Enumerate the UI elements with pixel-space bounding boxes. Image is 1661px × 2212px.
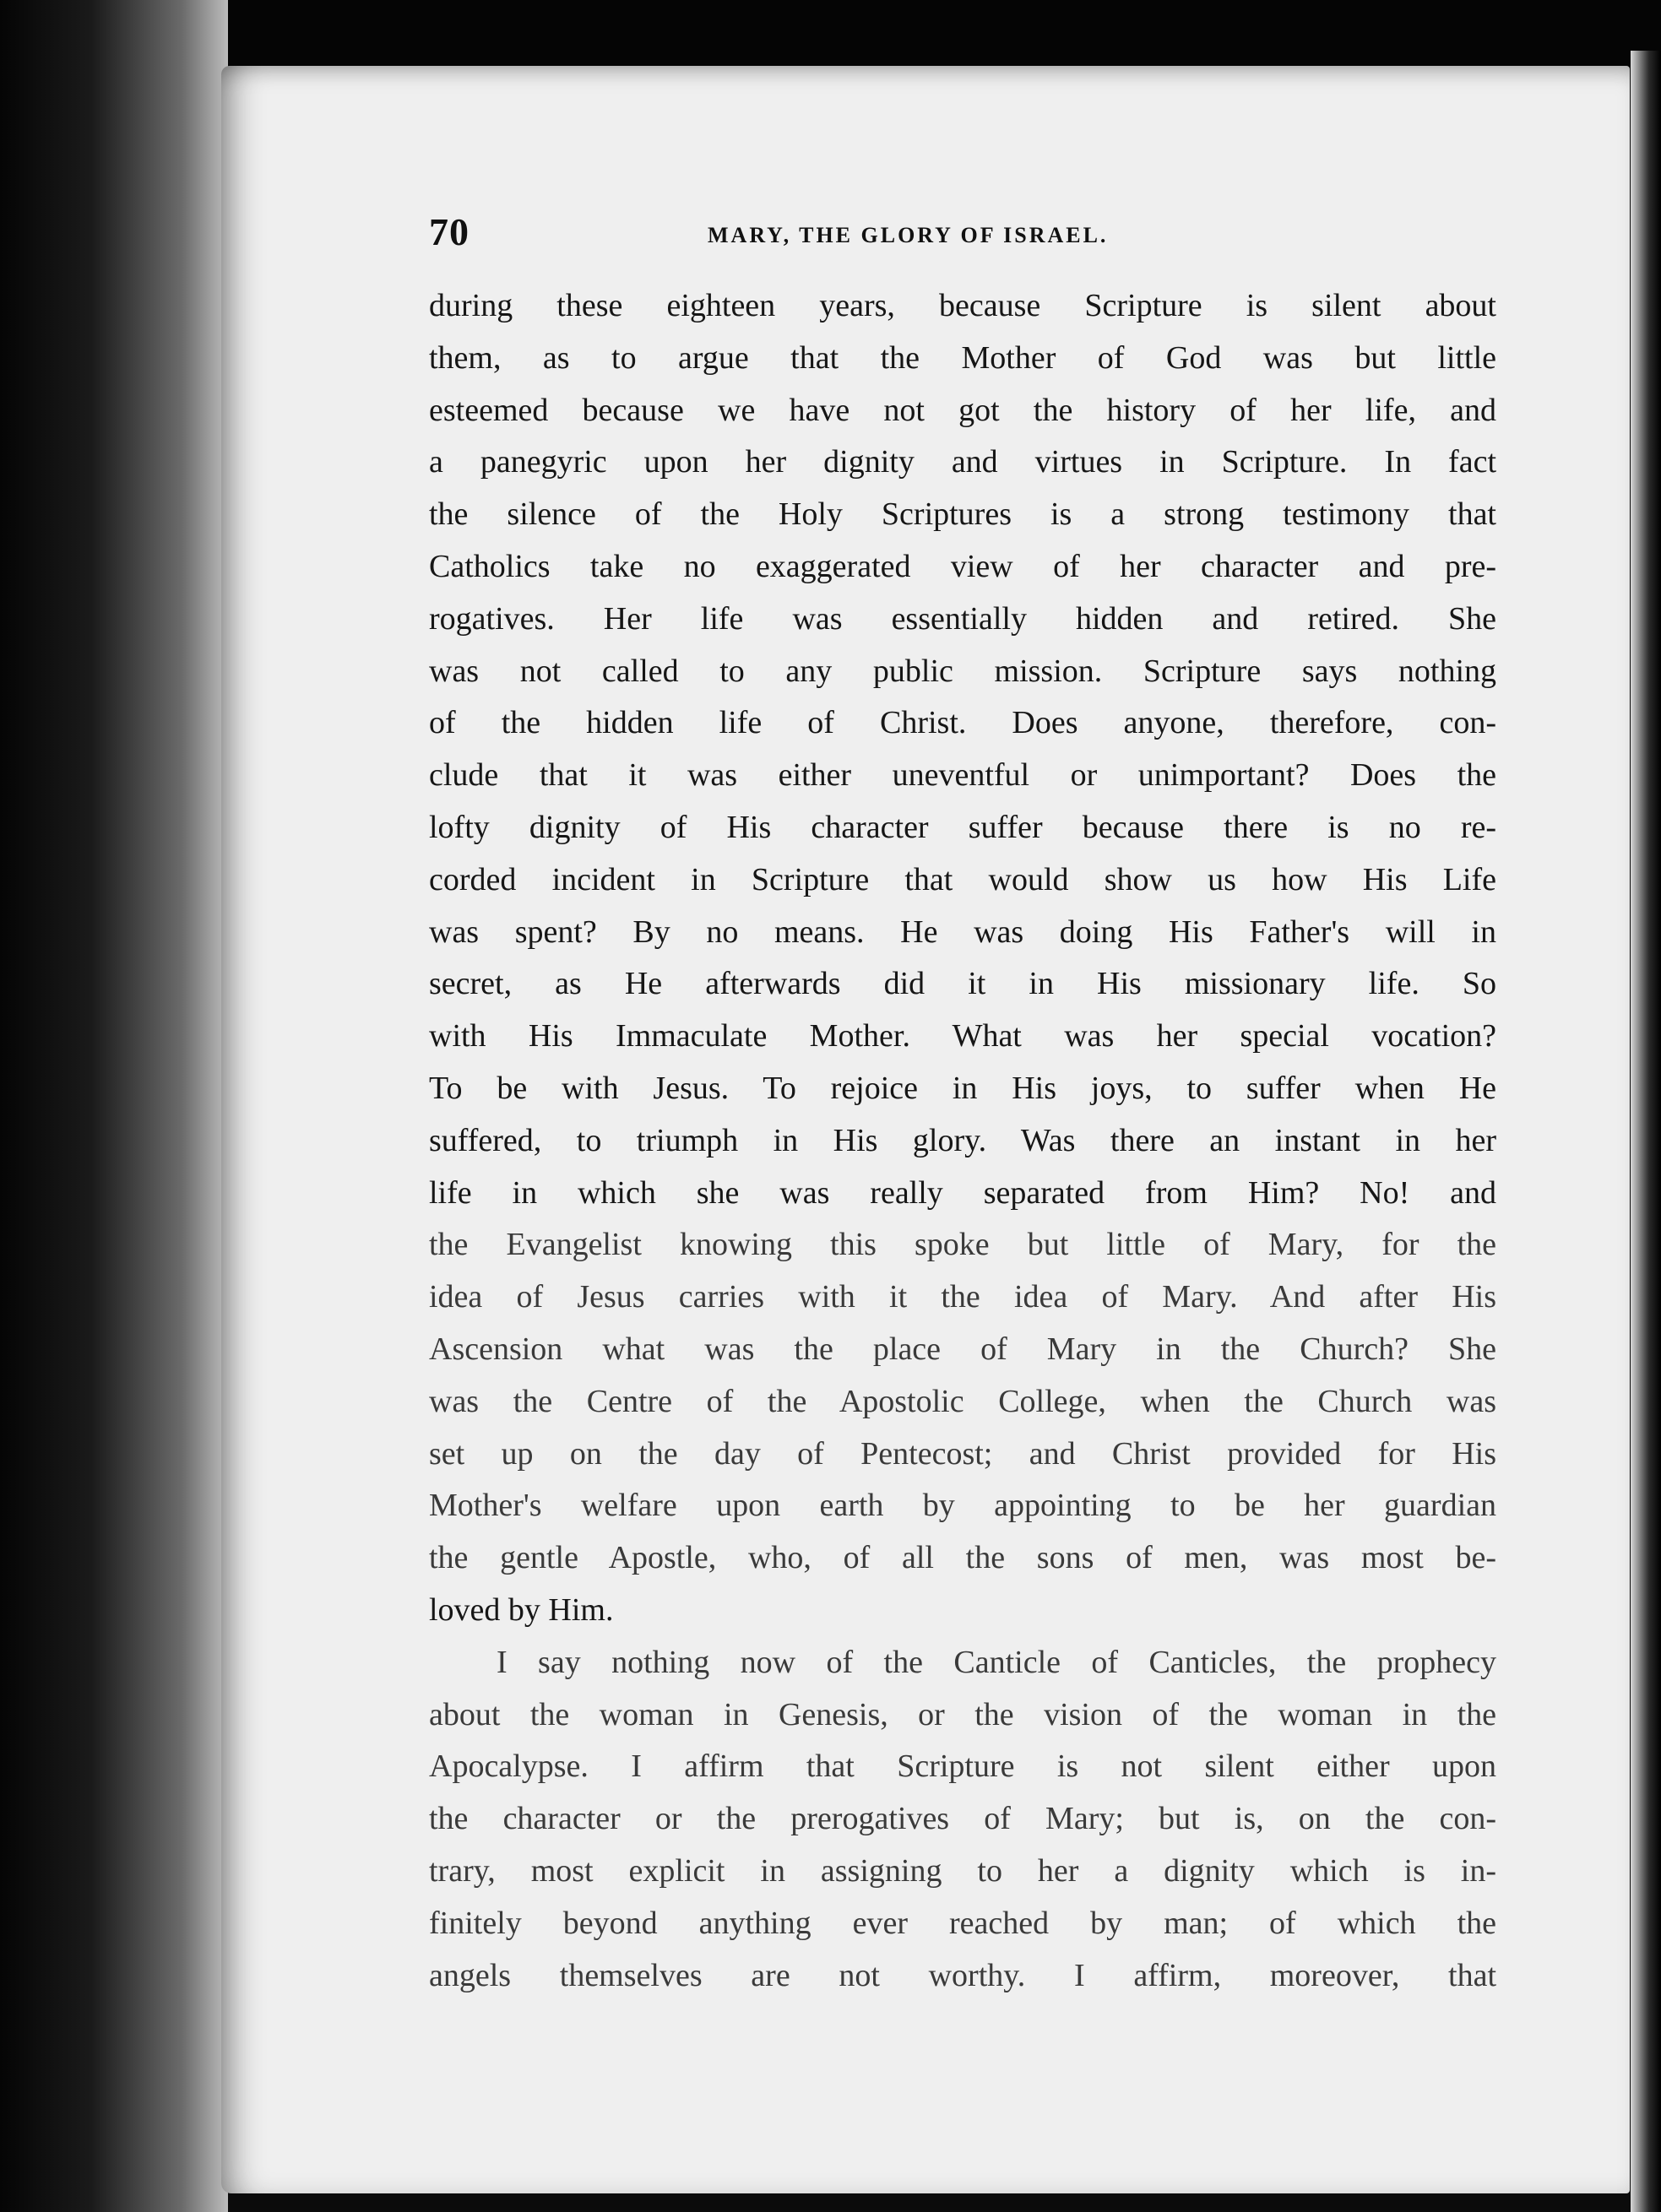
page-number: 70 [429,210,470,253]
text-line: Catholics take no exaggerated view of her character and pre- [429,548,1496,584]
text-line: with His Immaculate Mother. What was her special vocation? [429,1018,1496,1054]
text-line: angels themselves are not worthy. I affirm, moreover, that [429,1957,1496,1993]
text-line: life in which she was really separated from Him? No! and [429,1174,1496,1211]
running-title: MARY, THE GLORY OF ISRAEL. [708,223,1109,247]
text-line: about the woman in Genesis, or the vision of the woman in the [429,1696,1496,1732]
running-head [429,209,1552,260]
scan-border-right [1631,51,1661,2212]
text-line: suffered, to triumph in His glory. Was there an instant in her [429,1122,1496,1158]
text-line: esteemed because we have not got the history of her life, and [429,392,1496,428]
text-line: secret, as He afterwards did it in His missionary life. So [429,966,1496,1002]
text-line: Ascension what was the place of Mary in the Church? She [429,1331,1496,1367]
text-line: clude that it was either uneventful or unimportant? Does the [429,757,1496,794]
text-line: was spent? By no means. He was doing His Father's will in [429,914,1496,950]
text-line: finitely beyond anything ever reached by man; of which the [429,1905,1496,1941]
text-line: of the hidden life of Christ. Does anyone, therefore, con- [429,705,1496,741]
text-line: Mother's welfare upon earth by appointing to be her guardian [429,1488,1496,1524]
text-line: them, as to argue that the Mother of God was but little [429,339,1496,376]
text-line: rogatives. Her life was essentially hidden and retired. She [429,600,1496,637]
text-line: To be with Jesus. To rejoice in His joys, to suffer when He [429,1070,1496,1106]
text-line: idea of Jesus carries with it the idea of Mary. And after His [429,1279,1496,1315]
body-text [429,280,1496,2002]
text-line: was not called to any public mission. Scripture says nothing [429,653,1496,689]
text-line: the gentle Apostle, who, of all the sons of men, was most be- [429,1540,1496,1576]
text-line: Apocalypse. I affirm that Scripture is not silent either upon [429,1748,1496,1785]
text-line: the silence of the Holy Scriptures is a strong testimony that [429,496,1496,533]
text-line: corded incident in Scripture that would show us how His Life [429,861,1496,897]
text-line: loved by Him. [429,1591,614,1628]
book-spine-edge [0,0,228,2212]
text-line: during these eighteen years, because Scripture is silent about [429,288,1496,323]
text-line: a panegyric upon her dignity and virtues in Scripture. In fact [429,444,1496,480]
text-line: the Evangelist knowing this spoke but little of Mary, for the [429,1227,1496,1263]
scan-border-top [0,0,1661,68]
text-line: trary, most explicit in assigning to her a dignity which is in- [429,1852,1496,1889]
text-line: the character or the prerogatives of Mary; but is, on the con- [429,1801,1496,1837]
text-line: was the Centre of the Apostolic College, when the Church was [429,1383,1496,1419]
text-line: I say nothing now of the Canticle of Canticles, the prophecy [497,1644,1496,1680]
text-line: set up on the day of Pentecost; and Christ provided for His [429,1435,1496,1472]
text-line: lofty dignity of His character suffer because there is no re- [429,809,1496,845]
